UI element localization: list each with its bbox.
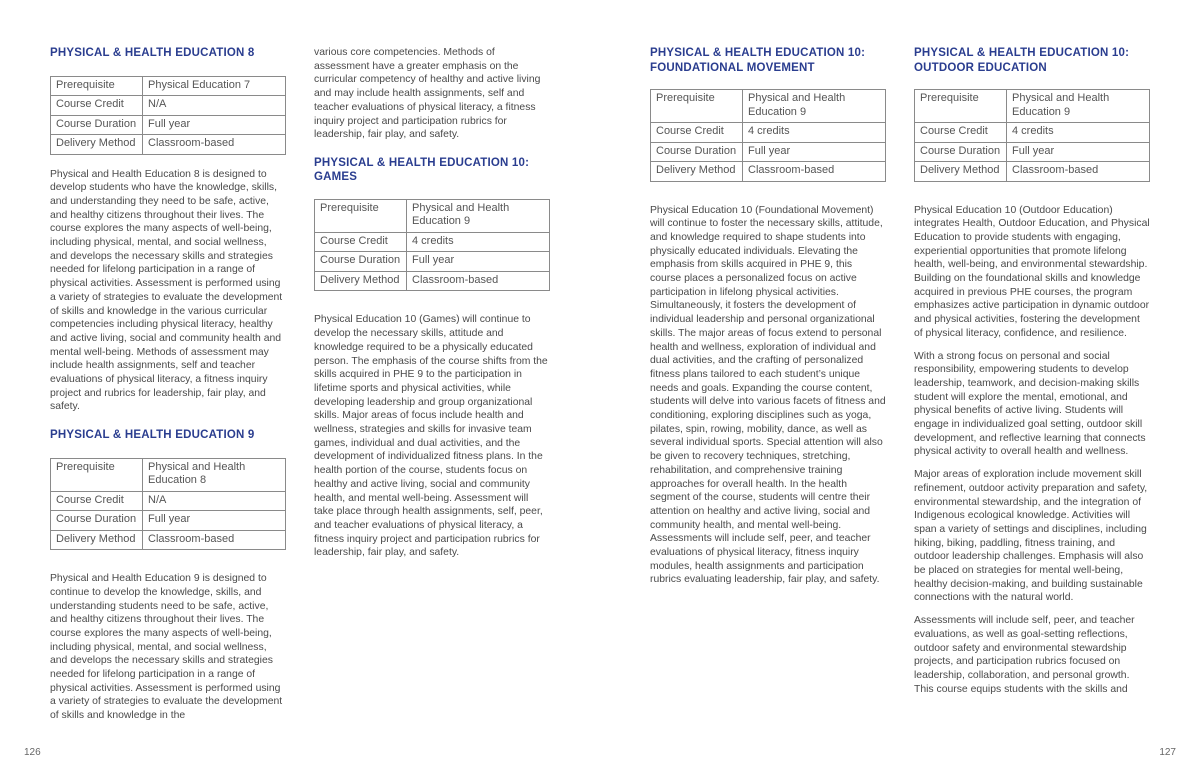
phe10-foundational-title-line1: PHYSICAL & HEALTH EDUCATION 10: — [650, 47, 866, 59]
right-column-2 — [914, 46, 1150, 696]
table-row — [51, 458, 286, 491]
phe10-games-title-line1: PHYSICAL & HEALTH EDUCATION 10: — [314, 156, 530, 169]
table-key: Delivery Method — [51, 135, 143, 155]
table-value: Classroom-based — [407, 271, 550, 291]
phe10-games-description: Physical Education 10 (Games) will continue to develop the necessary skills, attitude and knowledge required to be a physically educated person. The emphasis of the course shifts from the skills acquired in PHE 9 to the participation in lifetime sports and physical activities, while developing leadership and group organizational skills. Major areas of focus include health and wellness, strategies and skills for invasive team games, individual and dual activities, and the development of individualized fitness plans. In the health portion of the course, students focus on healthy and active living, social and community health, and mental well-being. Assessment will take place through health assignments, self, peer, and teacher evaluations of physical literacy, a fitness inquiry project and participation rubrics for leadership, fair play, and safety. — [314, 314, 548, 559]
table-key: Course Credit — [915, 123, 1007, 143]
table-row — [315, 199, 550, 232]
phe10-games-course-table — [314, 199, 550, 292]
table-key: Delivery Method — [315, 271, 407, 291]
table-row — [51, 491, 286, 511]
table-row — [915, 142, 1150, 162]
phe10-foundational-description: Physical Education 10 (Foundational Movement) will continue to foster the necessary skills, attitude, and knowledge required to shape students into physically educated individuals. Elevating the emphasis from skills acquired in PHE 9, this course places a personalized focus on active participation in lifelong physical activities. Simultaneously, it fosters the development of individual leadership and personal organizational skills. The major areas of focus extend to personal health and wellness, exploration of individual and dual activities, and the crafting of personalized fitness plans tailored to each student’s unique needs and goals. Expanding the course content, students will delve into various facets of fitness and conditioning, exploring disciplines such as yoga, pilates, spin, rowing, mobility, dance, as well as several individual sports. Special attention will also be given to recovery techniques, stretching, rehabilitation, and comprehensive training approaches for overall health. In the health segment of the course, students will centre their attention on healthy and active living, social and community health, and mental well-being. Assessments will include self, peer, and teacher evaluations of physical literacy, fitness inquiry modules, health assignments and participation rubrics evaluating leadership, fair play, and safety. — [650, 204, 886, 586]
page-number-right: 127 — [1159, 747, 1176, 758]
table-key: Delivery Method — [51, 530, 143, 550]
phe10-outdoor-paragraph-4: Assessments will include self, peer, and teacher evaluations, as well as goal-setting reflections, outdoor safety and environmental stewardship projects, and participation rubrics focused on leadership, collaboration, and personal growth. This course equips students with the skills and — [914, 615, 1135, 695]
table-row — [315, 232, 550, 252]
table-value: Physical Education 7 — [143, 76, 286, 96]
table-value: Physical and Health Education 9 — [1007, 90, 1150, 123]
table-value: Classroom-based — [743, 162, 886, 182]
table-row — [315, 271, 550, 291]
phe10-games-title — [314, 156, 550, 185]
table-value: Full year — [143, 511, 286, 531]
table-key: Prerequisite — [51, 76, 143, 96]
table-value: Full year — [143, 115, 286, 135]
table-key: Course Credit — [651, 123, 743, 143]
phe10-foundational-title — [650, 46, 886, 75]
table-row — [51, 96, 286, 116]
table-value: N/A — [143, 96, 286, 116]
phe10-outdoor-paragraph-2: With a strong focus on personal and social responsibility, empowering students to develop leadership, teamwork, and decision-making skills student will explore the mental, emotional, and physical benefits of active living. Students will engage in individualized goal setting, outdoor skill development, and reflective learning that connects physical activity to overall health and wellness. — [914, 350, 1146, 458]
table-value: Classroom-based — [143, 135, 286, 155]
table-key: Course Duration — [915, 142, 1007, 162]
table-row — [315, 252, 550, 272]
table-value: Physical and Health Education 9 — [407, 199, 550, 232]
phe10-outdoor-paragraph-1: Physical Education 10 (Outdoor Education) integrates Health, Outdoor Education, and Physical Education to provide students with engaging, experiential opportunities that promote lifelong health, well-being, and environmental stewardship. Building on the foundational skills and knowledge acquired in previous PHE courses, the program emphasizes active participation in dynamic outdoor and physical activities, fostering the development of physical literacy, confidence, and resilience. — [914, 204, 1150, 339]
phe10-outdoor-title — [914, 46, 1150, 75]
table-key: Course Duration — [315, 252, 407, 272]
table-row — [915, 90, 1150, 123]
table-key: Prerequisite — [51, 458, 143, 491]
phe10-outdoor-title-line2: OUTDOOR EDUCATION — [914, 61, 1047, 74]
phe10-outdoor-course-table — [914, 89, 1150, 182]
table-value: Physical and Health Education 8 — [143, 458, 286, 491]
table-key: Course Credit — [51, 491, 143, 511]
table-key: Course Duration — [51, 511, 143, 531]
table-row — [915, 162, 1150, 182]
table-value: Full year — [1007, 142, 1150, 162]
table-row — [915, 123, 1150, 143]
phe8-course-table — [50, 76, 286, 155]
phe9-description-part2: various core competencies. Methods of assessment have a greater emphasis on the curricular competency of healthy and active living and may include health assignments, self and teacher evaluations of physical literacy, a fitness inquiry project and participation rubrics for leadership, fair play, and safety. — [314, 47, 541, 141]
table-key: Prerequisite — [915, 90, 1007, 123]
table-key: Prerequisite — [315, 199, 407, 232]
table-row — [651, 162, 886, 182]
table-row — [651, 123, 886, 143]
table-key: Prerequisite — [651, 90, 743, 123]
table-row — [51, 135, 286, 155]
phe10-foundational-title-line2: FOUNDATIONAL MOVEMENT — [650, 61, 815, 74]
phe10-foundational-course-table — [650, 89, 886, 182]
phe10-outdoor-title-line1: PHYSICAL & HEALTH EDUCATION 10: — [914, 47, 1130, 59]
table-row — [51, 511, 286, 531]
table-row — [51, 76, 286, 96]
table-row — [51, 115, 286, 135]
phe9-course-table — [50, 458, 286, 551]
phe8-description: Physical and Health Education 8 is designed to develop students who have the knowledge, skills, and understanding they need to be safe, active, and healthy citizens throughout their lives. The course explores the many aspects of well-being, including physical, mental, and social wellness, and develops the necessary skills and strategies needed for lifelong participation in a range of physical activities. Assessment is performed using a variety of strategies to evaluate the development of skills and knowledge in the various curricular competencies including physical literacy, healthy and active living, social and community health and mental well-being. Methods of assessment may include health assignments, self and teacher evaluations of physical literacy, a fitness inquiry project and rubrics for leadership, fair play, and safety. — [50, 168, 283, 413]
table-key: Course Credit — [51, 96, 143, 116]
table-value: Physical and Health Education 9 — [743, 90, 886, 123]
table-key: Course Duration — [651, 142, 743, 162]
left-column-2 — [314, 46, 550, 560]
phe10-outdoor-paragraph-3: Major areas of exploration include movement skill refinement, outdoor activity preparation and safety, environmental stewardship, and the integration of Indigenous ecological knowledge. Activities will span a variety of settings and disciplines, including hiking, biking, paddling, fitness training, and outdoor leadership challenges. Emphasis will also be placed on strategies for mental well-being, healthy decision-making, and building sustainable connections with the natural world. — [914, 469, 1148, 604]
right-column-1 — [650, 46, 886, 587]
table-value: 4 credits — [1007, 123, 1150, 143]
table-row — [651, 90, 886, 123]
table-value: 4 credits — [407, 232, 550, 252]
page-number-left: 126 — [24, 747, 41, 758]
table-value: Full year — [743, 142, 886, 162]
left-column-1 — [50, 46, 286, 723]
table-value: Classroom-based — [1007, 162, 1150, 182]
phe10-games-title-line2: GAMES — [314, 171, 358, 184]
table-row — [651, 142, 886, 162]
table-value: Classroom-based — [143, 530, 286, 550]
table-row — [51, 530, 286, 550]
phe8-title: PHYSICAL & HEALTH EDUCATION 8 — [50, 47, 255, 59]
table-value: 4 credits — [743, 123, 886, 143]
table-key: Delivery Method — [651, 162, 743, 182]
table-value: Full year — [407, 252, 550, 272]
table-key: Delivery Method — [915, 162, 1007, 182]
phe9-title: PHYSICAL & HEALTH EDUCATION 9 — [50, 429, 255, 442]
table-value: N/A — [143, 491, 286, 511]
table-key: Course Duration — [51, 115, 143, 135]
phe9-description-part1: Physical and Health Education 9 is designed to continue to develop the knowledge, skills, and understanding students need to be safe, active, and healthy citizens throughout their lives. The course explores the many aspects of well-being, including physical, mental, and social wellness, and develops the necessary skills and strategies needed for lifelong participation in a range of physical activities. Assessment is performed using a variety of strategies to evaluate the development of skills and knowledge in the — [50, 573, 283, 722]
table-key: Course Credit — [315, 232, 407, 252]
right-page — [600, 0, 1200, 776]
